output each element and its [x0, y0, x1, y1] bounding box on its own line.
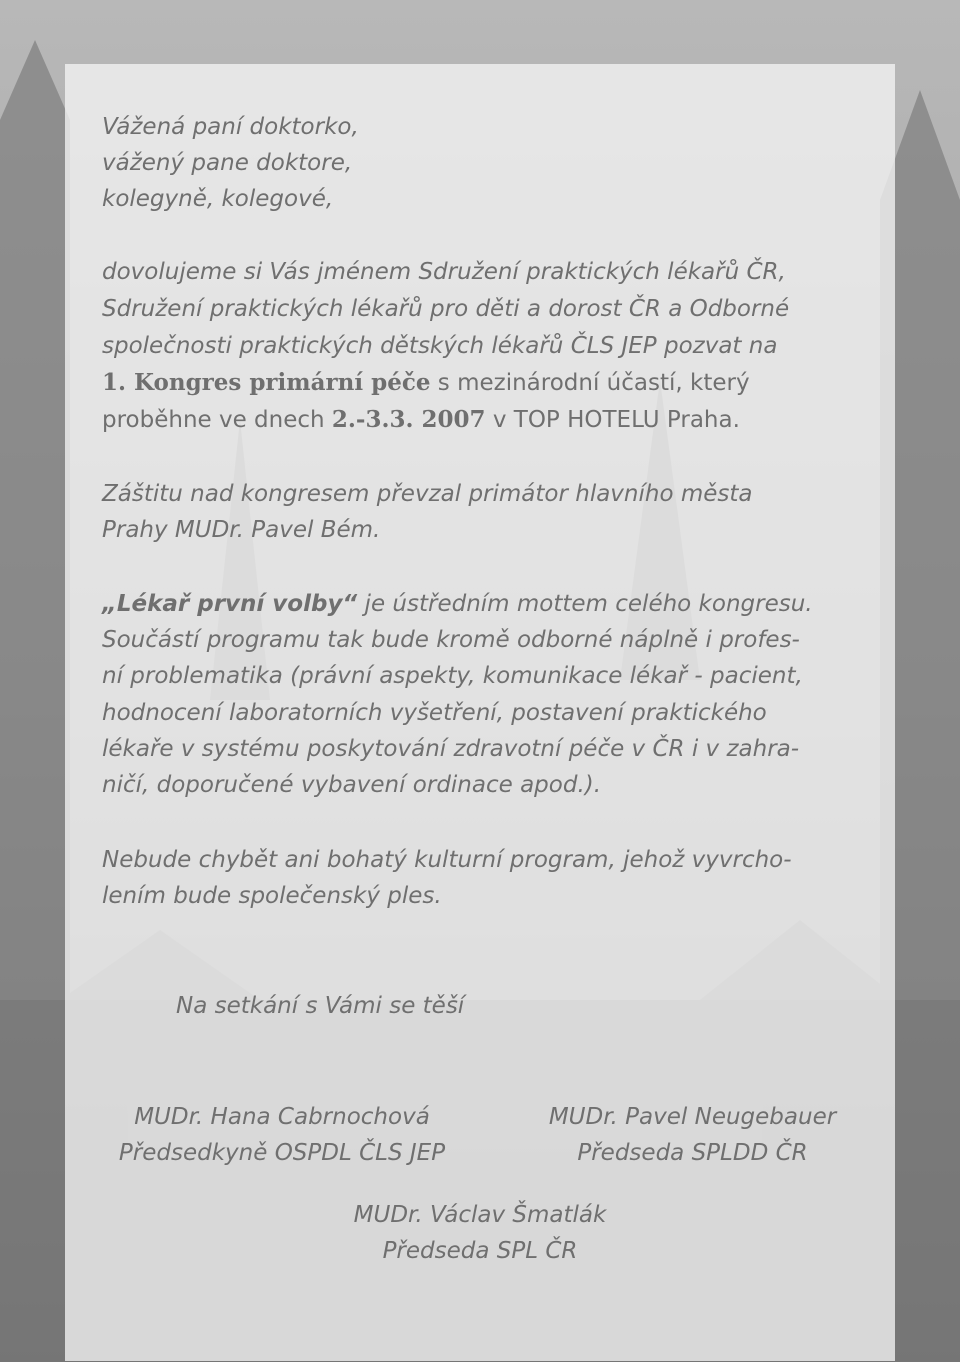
- intro-text: v TOP HOTELU Praha.: [485, 407, 740, 433]
- salutation-line: Vážená paní doktorko,: [102, 114, 359, 140]
- program-line: lékaře v systému poskytování zdravotní péče v ČR i v zahra-: [102, 736, 800, 762]
- patronage-line: Záštitu nad kongresem převzal primátor hlavního města: [102, 481, 753, 507]
- program-line: ničí, doporučené vybavení ordinace apod.).: [102, 772, 602, 798]
- culture-line: lením bude společenský ples.: [102, 883, 442, 909]
- signatory-name: MUDr. Václav Šmatlák: [353, 1202, 607, 1228]
- congress-name: 1. Kongres primární péče: [102, 369, 431, 396]
- salutation-line: vážený pane doktore,: [102, 150, 353, 176]
- patronage-line: Prahy MUDr. Pavel Bém.: [102, 517, 381, 543]
- culture-line: Nebude chybět ani bohatý kulturní program, jehož vyvrcho-: [102, 847, 792, 873]
- intro-line: společnosti praktických dětských lékařů ČLS JEP pozvat na: [102, 333, 778, 359]
- program-line: Součástí programu tak bude kromě odborné náplně i profes-: [102, 627, 800, 653]
- signatory-title: Předsedkyně OSPDL ČLS JEP: [118, 1140, 446, 1166]
- signatory-title: Předseda SPLDD ČR: [577, 1140, 808, 1166]
- intro-line: Sdružení praktických lékařů pro děti a dorost ČR a Odborné: [102, 296, 790, 322]
- intro-text: s mezinárodní účastí, který: [430, 370, 750, 396]
- motto-text: je ústředním mottem celého kongresu.: [357, 591, 813, 617]
- intro-line: [102, 405, 740, 435]
- signatory-name: MUDr. Hana Cabrnochová: [134, 1104, 430, 1130]
- intro-line: dovolujeme si Vás jménem Sdružení praktických lékařů ČR,: [102, 259, 786, 285]
- signatory-name: MUDr. Pavel Neugebauer: [548, 1104, 837, 1130]
- signatory-title: Předseda SPL ČR: [382, 1238, 578, 1264]
- program-line: ní problematika (právní aspekty, komunikace lékař - pacient,: [102, 663, 803, 689]
- salutation-line: kolegyně, kolegové,: [102, 186, 334, 212]
- congress-date: 2.-3.3. 2007: [331, 406, 486, 433]
- motto-line: [102, 589, 813, 619]
- program-line: hodnocení laboratorních vyšetření, postavení praktického: [102, 700, 767, 726]
- motto: „Lékař první volby“: [102, 591, 358, 617]
- intro-line: [102, 368, 750, 398]
- intro-text: proběhne ve dnech: [102, 407, 332, 433]
- closing-line: Na setkání s Vámi se těší: [176, 993, 465, 1019]
